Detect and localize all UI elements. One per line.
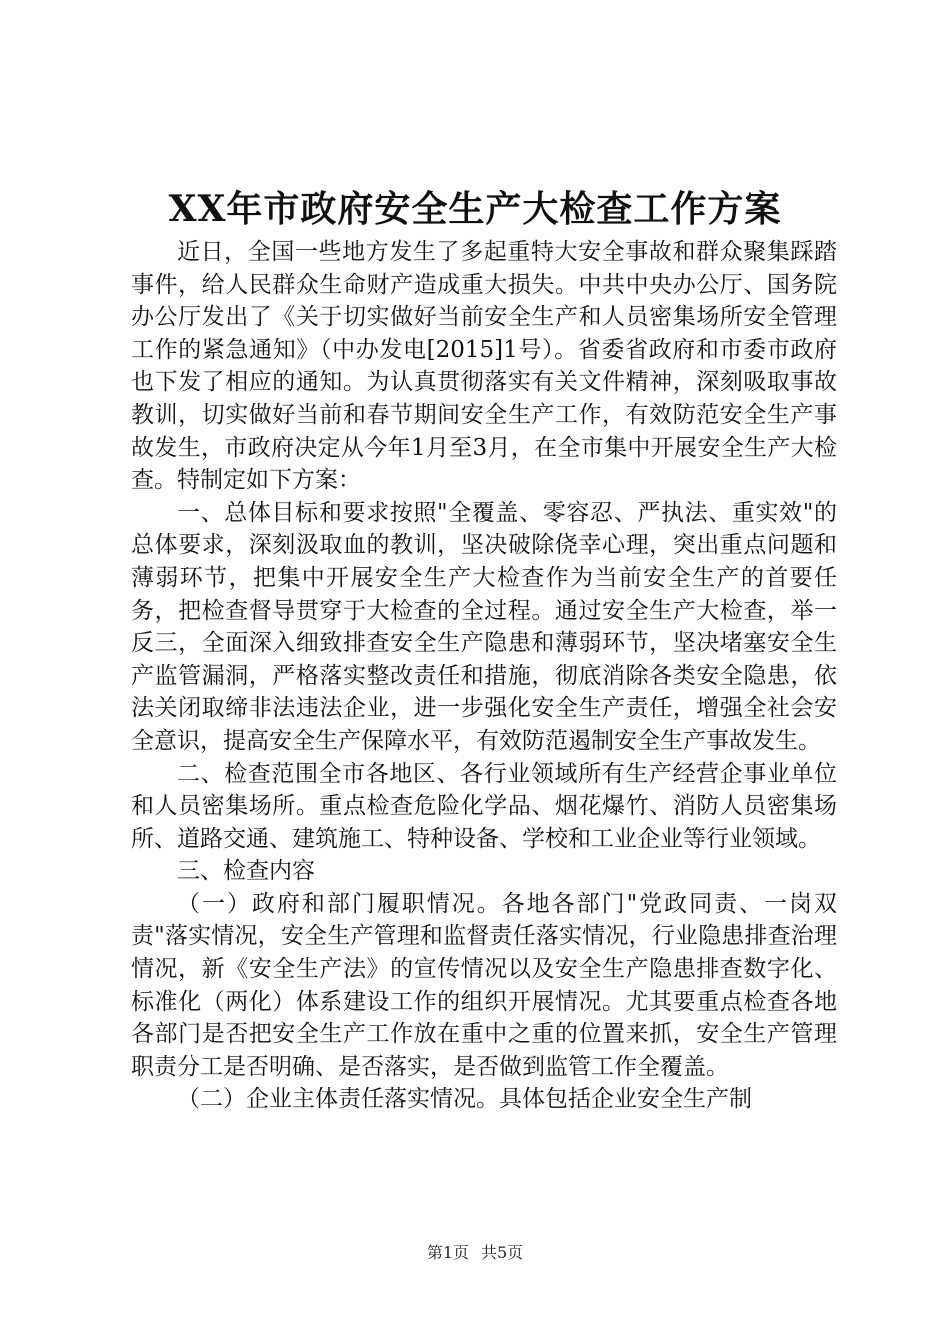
document-body	[131, 236, 837, 1116]
paragraph-intro: 近日，全国一些地方发生了多起重特大安全事故和群众聚集踩踏事件，给人民群众生命财产造成重大损失。中共中央办公厅、国务院办公厅发出了《关于切实做好当前安全生产和人员密集场所安全管理工作的紧急通知》（中办发电[2015]1号）。省委省政府和市委市政府也下发了相应的通知。为认真贯彻落实有关文件精神，深刻吸取事故教训，切实做好当前和春节期间安全生产工作，有效防范安全生产事故发生，市政府决定从今年1月至3月，在全市集中开展安全生产大检查。特制定如下方案：	[131, 239, 837, 494]
paragraph-section-1-goals: 一、总体目标和要求按照"全覆盖、零容忍、严执法、重实效"的总体要求，深刻汲取血的教训，坚决破除侥幸心理，突出重点问题和薄弱环节，把集中开展安全生产大检查作为当前安全生产的首要任务，把检查督导贯穿于大检查的全过程。通过安全生产大检查，举一反三，全面深入细致排查安全生产隐患和薄弱环节，坚决堵塞安全生产监管漏洞，严格落实整改责任和措施，彻底消除各类安全隐患，依法关闭取缔非法违法企业，进一步强化安全生产责任，增强全社会安全意识，提高安全生产保障水平，有效防范遏制安全生产事故发生。	[131, 499, 837, 754]
paragraph-section-3-item-1: （一）政府和部门履职情况。各地各部门"党政同责、一岗双责"落实情况，安全生产管理和监督责任落实情况，行业隐患排查治理情况，新《安全生产法》的宣传情况以及安全生产隐患排查数字化、标准化（两化）体系建设工作的组织开展情况。尤其要重点检查各地各部门是否把安全生产工作放在重中之重的位置来抓，安全生产管理职责分工是否明确、是否落实，是否做到监管工作全覆盖。	[131, 890, 837, 1080]
page-footer	[0, 1242, 950, 1264]
document-title: XX年市政府安全生产大检查工作方案	[168, 188, 782, 230]
heading-section-3-content: 三、检查内容	[177, 858, 315, 885]
paragraph-section-3-item-2: （二）企业主体责任落实情况。具体包括企业安全生产制	[177, 1086, 752, 1113]
page-number-current: 第1页	[426, 1243, 469, 1262]
page-number-total: 共5页	[481, 1243, 524, 1262]
paragraph-section-2-scope: 二、检查范围全市各地区、各行业领域所有生产经营企事业单位和人员密集场所。重点检查危险化学品、烟花爆竹、消防人员密集场所、道路交通、建筑施工、特种设备、学校和工业企业等行业领域。	[131, 760, 837, 852]
